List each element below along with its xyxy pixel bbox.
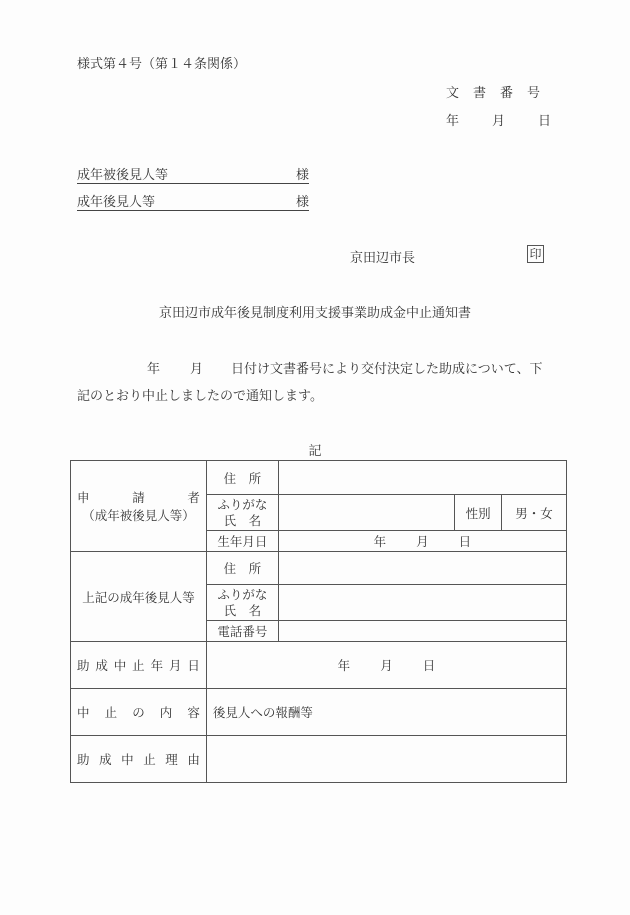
seal-stamp-icon: 印 — [527, 245, 544, 263]
notice-table — [70, 460, 567, 783]
stop-reason-label-char: 助 — [77, 752, 90, 767]
guardian-name-label-text: 氏 名 — [223, 602, 262, 618]
stop-reason-label-char: 理 — [165, 752, 178, 767]
body-year: 年 — [147, 362, 161, 377]
guardian-furigana-label: ふりがな — [217, 586, 268, 602]
table-row — [71, 736, 567, 783]
stop-date-label-char: 成 — [95, 658, 108, 673]
applicant-address-label: 住 所 — [206, 461, 278, 495]
ki-heading: 記 — [308, 444, 322, 459]
applicant-label-char: 申 — [77, 490, 90, 505]
addressee-guardian-label: 成年後見人等 — [77, 195, 156, 210]
birthdate-label: 生年月日 — [206, 531, 278, 552]
addressee-guardian[interactable] — [77, 191, 309, 211]
birthdate-month: 月 — [416, 534, 429, 549]
stop-date-field[interactable] — [206, 642, 566, 689]
stop-content-label — [71, 689, 207, 736]
addressee-ward[interactable] — [77, 164, 309, 184]
gender-options[interactable]: 男・女 — [502, 495, 567, 531]
stop-date-year: 年 — [337, 658, 351, 673]
applicant-label-cell — [71, 461, 207, 552]
body-line-1 — [77, 358, 557, 377]
stop-date-label-char: 止 — [132, 658, 145, 673]
birthdate-day: 日 — [458, 534, 472, 549]
gender-label: 性別 — [455, 495, 502, 531]
applicant-label-main — [71, 488, 206, 506]
table-row — [71, 552, 567, 585]
applicant-label-sub: （成年被後見人等） — [82, 508, 195, 523]
stop-date-day: 日 — [422, 658, 436, 673]
date-year: 年 — [446, 114, 460, 129]
table-row — [71, 642, 567, 689]
date-day: 日 — [538, 114, 552, 129]
applicant-name-label-text: 氏 名 — [223, 512, 262, 528]
stop-content-label-char: 中 — [77, 705, 90, 720]
applicant-furigana-label: ふりがな — [217, 496, 268, 512]
guardian-label-cell: 上記の成年後見人等 — [71, 552, 207, 642]
stop-date-label-char: 年 — [150, 658, 164, 673]
stop-reason-label — [71, 736, 207, 783]
stop-reason-label-char: 成 — [99, 752, 112, 767]
date-month: 月 — [492, 114, 506, 129]
guardian-phone-field[interactable] — [278, 621, 566, 642]
guardian-name-field[interactable] — [278, 585, 566, 621]
stop-date-label-char: 月 — [168, 658, 182, 673]
stop-content-label-char: の — [132, 705, 145, 720]
stop-reason-label-char: 中 — [121, 752, 134, 767]
issue-date — [446, 110, 551, 129]
body-line-2: 記のとおり中止しましたので通知します。 — [77, 389, 323, 404]
applicant-name-label — [206, 495, 278, 531]
stop-reason-label-char: 由 — [187, 752, 200, 767]
document-title: 京田辺市成年後見制度利用支援事業助成金中止通知書 — [158, 306, 471, 321]
stop-date-label-char: 日 — [187, 658, 200, 673]
birthdate-field[interactable] — [278, 531, 566, 552]
sender-name: 京田辺市長 — [350, 251, 416, 266]
table-row — [71, 461, 567, 495]
stop-content-field[interactable]: 後見人への報酬等 — [206, 689, 566, 736]
addressee-ward-honorific: 様 — [295, 168, 309, 183]
stop-date-label-char: 中 — [113, 658, 127, 673]
guardian-phone-label: 電話番号 — [206, 621, 278, 642]
stop-date-label-char: 助 — [77, 658, 90, 673]
guardian-address-field[interactable] — [278, 552, 566, 585]
applicant-label-char: 者 — [187, 490, 200, 505]
guardian-address-label: 住 所 — [206, 552, 278, 585]
stop-content-label-char: 止 — [104, 705, 118, 720]
applicant-address-field[interactable] — [278, 461, 566, 495]
document-number-label: 文書番号 — [446, 86, 555, 101]
guardian-name-label — [206, 585, 278, 621]
addressee-guardian-honorific: 様 — [295, 195, 309, 210]
stop-reason-label-char: 止 — [143, 752, 156, 767]
birthdate-year: 年 — [373, 534, 387, 549]
stop-content-label-char: 容 — [187, 705, 200, 720]
applicant-label-char: 請 — [132, 490, 145, 505]
table-row — [71, 689, 567, 736]
addressee-ward-label: 成年被後見人等 — [77, 168, 169, 183]
stop-reason-field[interactable] — [206, 736, 566, 783]
applicant-name-field[interactable] — [278, 495, 454, 531]
stop-content-label-char: 内 — [159, 705, 173, 720]
body-month: 月 — [190, 362, 204, 377]
stop-date-label — [71, 642, 207, 689]
stop-date-month: 月 — [380, 658, 393, 673]
body-text: 日付け文書番号により交付決定した助成について、下 — [231, 362, 543, 377]
form-number: 様式第４号（第１４条関係） — [77, 57, 247, 72]
